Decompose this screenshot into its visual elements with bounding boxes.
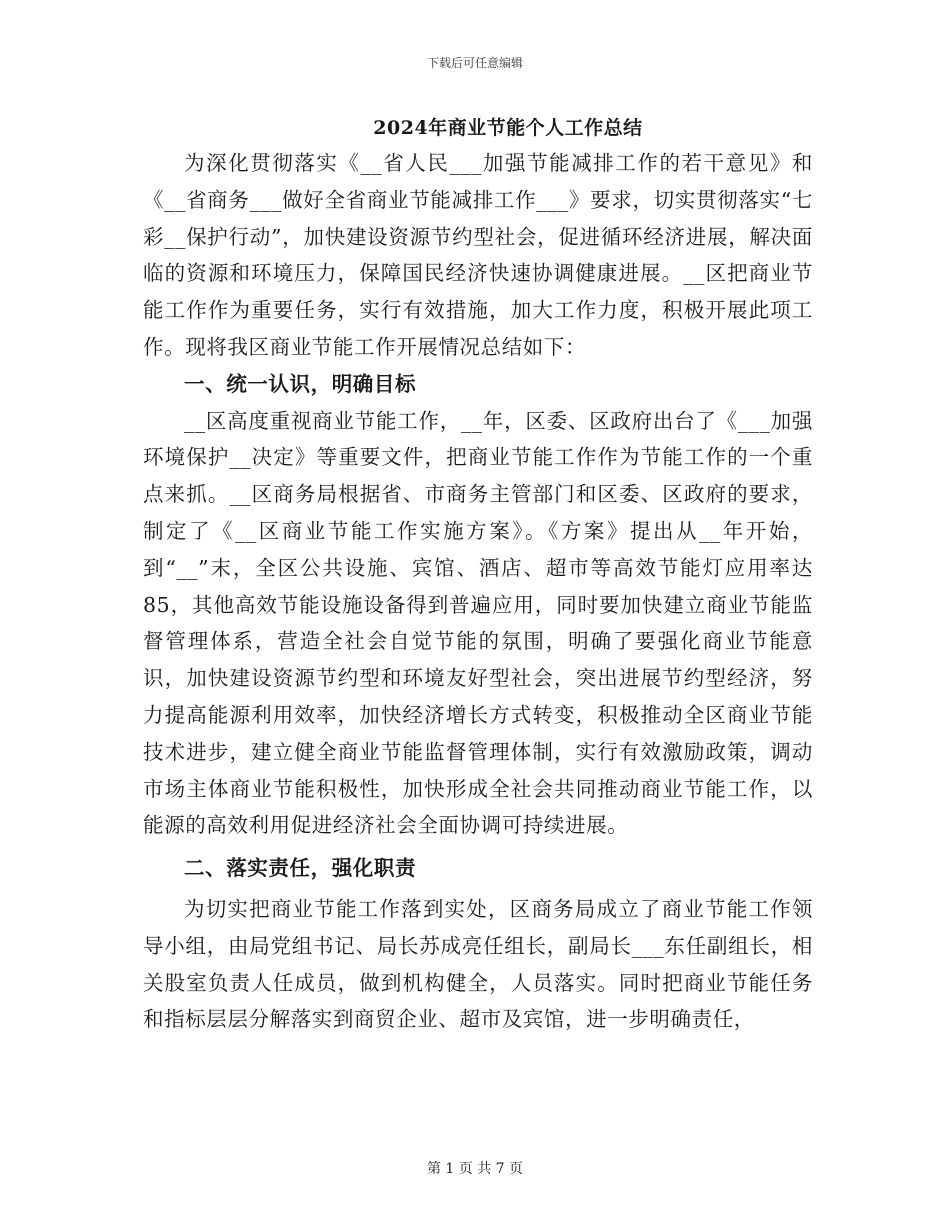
page-footer: 第 1 页 共 7 页 xyxy=(426,1161,524,1177)
section-1-paragraph: __区高度重视商业节能工作，__年，区委、区政府出台了《___加强环境保护__决定》等重要文件，把商业节能工作作为节能工作的一个重点来抓。__区商务局根据省、市商务主管部门和区委、区政府的要求，制定了《__区商业节能工作实施方案》。《方案》提出从__年开始，到“__”末，全区公共设施、宾馆、酒店、超市等高效节能灯应用率达85，其他高效节能设施设备得到普遍应用，同时要加快建立商业节能监督管理体系，营造全社会自觉节能的氛围，明确了要强化商业节能意识，加快建设资源节约型和环境友好型社会，突出进展节约型经济，努力提高能源利用效率，加快经济增长方式转变，积极推动全区商业节能技术进步，建立健全商业节能监督管理体制，实行有效激励政策，调动市场主体商业节能积极性，加快形成全社会共同推动商业节能工作，以能源的高效利用促进经济社会全面协调可持续进展。 xyxy=(143,408,813,838)
header-note: 下载后可任意编辑 xyxy=(426,56,523,70)
document-title: 2024年商业节能个人工作总结 xyxy=(373,117,643,139)
intro-paragraph: 为深化贯彻落实《__省人民___加强节能减排工作的若干意见》和《__省商务___做好全省商业节能减排工作___》要求，切实贯彻落实“七彩__保护行动”，加快建设资源节约型社会，促进循环经济进展，解决面临的资源和环境压力，保障国民经济快速协调健康进展。__区把商业节能工作作为重要任务，实行有效措施，加大工作力度，积极开展此项工作。现将我区商业节能工作开展情况总结如下： xyxy=(143,151,813,359)
section-1-heading: 一、统一认识，明确目标 xyxy=(184,371,417,396)
document-body xyxy=(143,112,813,1038)
section-2-heading: 二、落实责任，强化职责 xyxy=(184,856,417,881)
section-2-paragraph: 为切实把商业节能工作落到实处，区商务局成立了商业节能工作领导小组，由局党组书记、局长苏成亮任组长，副局长___东任副组长，相关股室负责人任成员，做到机构健全，人员落实。同时把商业节能任务和指标层层分解落实到商贸企业、超市及宾馆，进一步明确责任， xyxy=(143,896,813,1032)
